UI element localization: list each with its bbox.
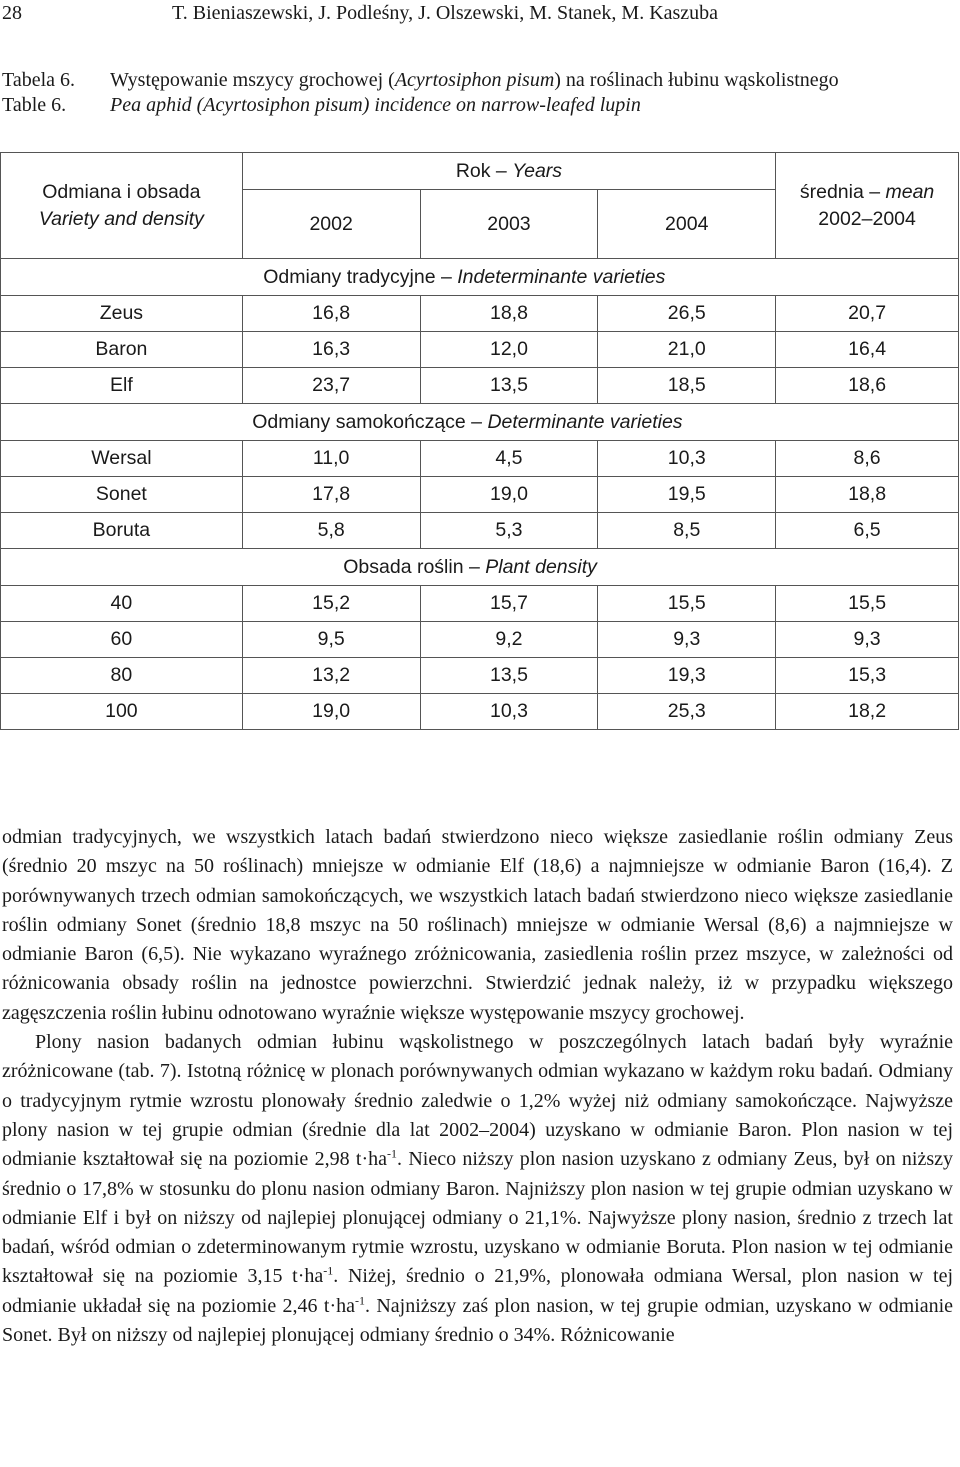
table-cell: 25,3 <box>598 694 776 730</box>
table-cell: 16,8 <box>242 296 420 332</box>
table-cell: 6,5 <box>776 513 959 549</box>
table-row <box>1 296 959 332</box>
table-row <box>1 441 959 477</box>
table-caption <box>2 68 952 118</box>
table-cell: 19,5 <box>598 477 776 513</box>
row-label: 80 <box>1 658 243 694</box>
table-cell: 16,4 <box>776 332 959 368</box>
table-cell: 17,8 <box>242 477 420 513</box>
table-row <box>1 694 959 730</box>
paragraph: Plony nasion badanych odmian łubinu wąskolistnego w poszczególnych latach badań były wyraźnie zróżnicowane (tab. 7). Istotną różnicę w plonach porównywanych odmian wykazano w każdym roku badań. Odmiany o tradycyjnym rytmie wzrostu plonowały średnio zaledwie o 1,2% wyżej niż odmiany samokończące. Najwyższe plony nasion w tej grupie odmian (średnie dla lat 2002–2004) uzyskano w odmianie Baron. Plon nasion w tej odmianie kształtował się na poziomie 2,98 $t\cdot ha^{-1}$. Nieco niższy plon nasion uzyskano z odmiany Zeus, był on niższy średnio o 17,8% w stosunku do plonu nasion odmiany Baron. Najniższy plon nasion w tej grupie odmian uzyskano w odmianie Elf i był on niższy od najlepiej plonującej odmiany o 21,1%. Najwyższe plony nasion, średnio z trzech lat badań, wśród odmian o zdeterminowanym rytmie wzrostu, uzyskano w odmianie Boruta. Plon nasion w tej odmianie kształtował się na poziomie 3,15 $t\cdot ha^{-1}$. Niżej, średnio o 21,9%, plonowała odmiana Wersal, plon nasion w tej odmianie układał się na poziomie 2,46 $t\cdot ha^{-1}$. Najniższy zaś plon nasion, w tej grupie odmian, uzyskano w odmianie Sonet. Był on niższy od najlepiej plonującej odmiany średnio o 34%. Różnicowanie <box>2 1031 953 1347</box>
table-cell: 9,5 <box>242 622 420 658</box>
table-cell: 20,7 <box>776 296 959 332</box>
section-spacer <box>1 404 243 441</box>
row-label: 100 <box>1 694 243 730</box>
table-cell: 21,0 <box>598 332 776 368</box>
table-cell: 13,2 <box>242 658 420 694</box>
table-cell: 15,5 <box>776 586 959 622</box>
caption-label-pl: Tabela 6. <box>2 69 76 91</box>
table-cell: 18,8 <box>776 477 959 513</box>
col-header-variety: Odmiana i obsada Variety and density <box>1 153 243 259</box>
table-cell: 12,0 <box>420 332 598 368</box>
col-header-year: 2002 <box>242 190 420 259</box>
table-cell: 10,3 <box>420 694 598 730</box>
table-cell: 9,3 <box>598 622 776 658</box>
col-header-mean: średnia – mean 2002–2004 <box>776 153 959 259</box>
page-header <box>0 0 960 28</box>
paragraph: odmian tradycyjnych, we wszystkich latach badań stwierdzono nieco większe zasiedlanie roślin odmiany Zeus (średnio 20 mszyc na 50 roślinach) mniejsze w odmianie Elf (18,6) a najmniejsze w odmianie Baron (16,4). Z porównywanych trzech odmian samokończących, we wszystkich latach badań stwierdzono nieco większe zasiedlanie roślin odmiany Sonet (średnio 18,8 mszyc na 50 roślinach) mniejsze w odmianie Wersal (8,6) a najmniejsze w odmianie Baron (6,5). Nie wykazano wyraźnego zróżnicowania, zasiedlenia roślin przez mszyce, w zależności od różnicowania obsady roślin na jednostce powierzchni. Stwierdzić jednak należy, iż w przypadku większego zagęszczenia roślin łubinu odnotowano wyraźnie większe występowanie mszycy grochowej. <box>2 826 953 1024</box>
section-title: Odmiany tradycyjne – Indeterminante varieties <box>242 259 958 296</box>
table-cell: 15,7 <box>420 586 598 622</box>
col-header-year: 2004 <box>598 190 776 259</box>
table-cell: 15,3 <box>776 658 959 694</box>
page-number: 28 <box>2 2 22 24</box>
table-cell: 5,8 <box>242 513 420 549</box>
table-cell: 10,3 <box>598 441 776 477</box>
table-row <box>1 586 959 622</box>
section-spacer <box>1 549 243 586</box>
table-cell: 19,3 <box>598 658 776 694</box>
body-text <box>2 823 953 1350</box>
col-header-year: 2003 <box>420 190 598 259</box>
table-row <box>1 368 959 404</box>
table-cell: 5,3 <box>420 513 598 549</box>
table-cell: 18,6 <box>776 368 959 404</box>
section-title: Obsada roślin – Plant density <box>242 549 958 586</box>
caption-title-pl: Występowanie mszycy grochowej (Acyrtosiphon pisum) na roślinach łubinu wąskolistnego <box>110 69 839 91</box>
table-row <box>1 332 959 368</box>
row-label: Elf <box>1 368 243 404</box>
row-label: Baron <box>1 332 243 368</box>
table-cell: 9,3 <box>776 622 959 658</box>
table-cell: 11,0 <box>242 441 420 477</box>
table-cell: 16,3 <box>242 332 420 368</box>
table-cell: 18,8 <box>420 296 598 332</box>
row-label: Sonet <box>1 477 243 513</box>
row-label: 40 <box>1 586 243 622</box>
table-cell: 15,5 <box>598 586 776 622</box>
table-cell: 18,5 <box>598 368 776 404</box>
col-header-years: Rok – Years <box>242 153 775 190</box>
table-cell: 8,5 <box>598 513 776 549</box>
table-cell: 8,6 <box>776 441 959 477</box>
row-label: 60 <box>1 622 243 658</box>
table-cell: 19,0 <box>242 694 420 730</box>
table-cell: 13,5 <box>420 368 598 404</box>
caption-title-en: Pea aphid (Acyrtosiphon pisum) incidence on narrow-leafed lupin <box>110 94 641 116</box>
aphid-incidence-table <box>0 152 959 730</box>
row-label: Boruta <box>1 513 243 549</box>
table-row <box>1 658 959 694</box>
table-cell: 15,2 <box>242 586 420 622</box>
table-cell: 26,5 <box>598 296 776 332</box>
section-spacer <box>1 259 243 296</box>
row-label: Wersal <box>1 441 243 477</box>
table-cell: 4,5 <box>420 441 598 477</box>
table-cell: 9,2 <box>420 622 598 658</box>
table-cell: 23,7 <box>242 368 420 404</box>
table-row <box>1 477 959 513</box>
caption-label-en: Table 6. <box>2 94 67 116</box>
table-cell: 19,0 <box>420 477 598 513</box>
row-label: Zeus <box>1 296 243 332</box>
table-cell: 18,2 <box>776 694 959 730</box>
running-authors: T. Bieniaszewski, J. Podleśny, J. Olszewski, M. Stanek, M. Kaszuba <box>172 2 719 24</box>
table-row <box>1 513 959 549</box>
table-cell: 13,5 <box>420 658 598 694</box>
section-title: Odmiany samokończące – Determinante varieties <box>242 404 958 441</box>
table-row <box>1 622 959 658</box>
